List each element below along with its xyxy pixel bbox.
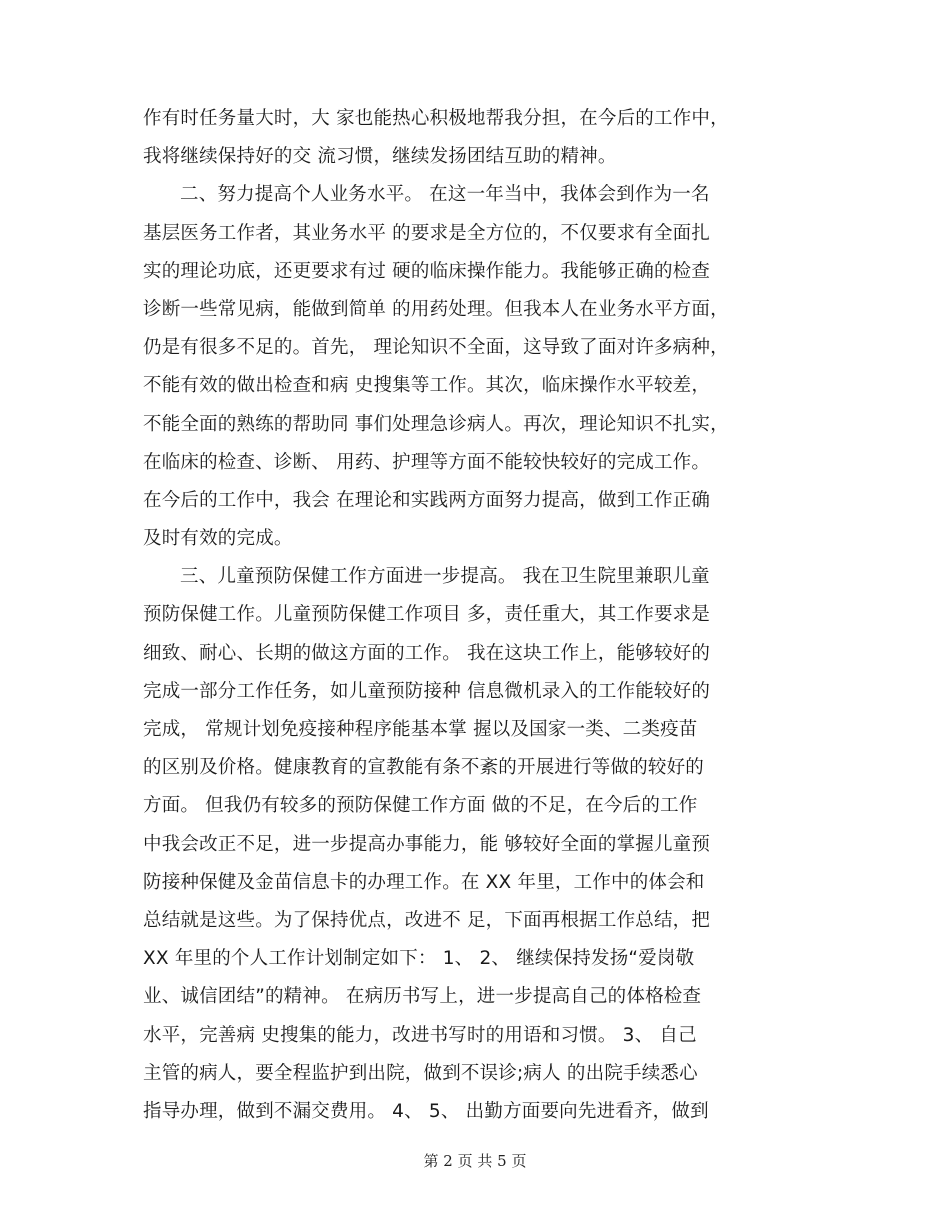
paragraph-line: XX 年里的个人工作计划制定如下： 1、 2、 继续保持发扬“爱岗敬 [143, 948, 695, 970]
paragraph-line: 细致、耐心、长期的做这方面的工作。 我在这块工作上，能够较好的 [143, 642, 711, 664]
paragraph-line: 在今后的工作中，我会 在理论和实践两方面努力提高，做到工作正确 [143, 489, 711, 511]
paragraph-line: 完成， 常规计划免疫接种程序能基本掌 握以及国家一类、二类疫苗 [143, 719, 698, 740]
paragraph-line: 不能有效的做出检查和病 史搜集等工作。其次，临床操作水平较差， [143, 375, 711, 397]
paragraph-line: 方面。 但我仍有较多的预防保健工作方面 做的不足，在今后的工作 [143, 795, 698, 817]
paragraph-line: 我将继续保持好的交 流习惯，继续发扬团结互助的精神。 [143, 146, 617, 168]
paragraph-line: 三、儿童预防保健工作方面进一步提高。 我在卫生院里兼职儿童 [180, 566, 710, 588]
page-number-footer: 第 2 页 共 5 页 [423, 1152, 527, 1170]
paragraph-line: 业、诚信团结”的精神。 在病历书写上，进一步提高自己的体格检查 [143, 986, 702, 1008]
document-body [143, 100, 813, 1131]
paragraph-line: 作有时任务量大时，大 家也能热心积极地帮我分担，在今后的工作中， [143, 108, 729, 129]
paragraph-line: 主管的病人，要全程监护到出院，做到不误诊;病人 的出院手续悉心 [143, 1062, 698, 1084]
paragraph-line: 中我会改正不足，进一步提高办事能力，能 够较好全面的掌握儿童预 [143, 833, 711, 855]
paragraph-line: 实的理论功底，还更要求有过 硬的临床操作能力。我能够正确的检查 [143, 260, 711, 282]
paragraph-line: 基层医务工作者，其业务水平 的要求是全方位的，不仅要求有全面扎 [143, 222, 711, 244]
paragraph-line: 仍是有很多不足的。首先， 理论知识不全面，这导致了面对许多病种， [143, 337, 729, 359]
paragraph-line: 的区别及价格。健康教育的宣教能有条不紊的开展进行等做的较好的 [143, 757, 705, 779]
paragraph-line: 指导办理，做到不漏交费用。 4、 5、 出勤方面要向先进看齐，做到 [143, 1100, 709, 1122]
paragraph-line: 在临床的检查、诊断、 用药、护理等方面不能较快较好的完成工作。 [143, 451, 711, 473]
paragraph-line: 诊断一些常见病，能做到简单 的用药处理。但我本人在业务水平方面， [143, 298, 729, 320]
paragraph-line: 防接种保健及金苗信息卡的办理工作。在 XX 年里，工作中的体会和 [143, 871, 705, 893]
paragraph-line: 总结就是这些。为了保持优点，改进不 足，下面再根据工作总结，把 [143, 909, 711, 931]
paragraph-line: 预防保健工作。儿童预防保健工作项目 多，责任重大，其工作要求是 [143, 604, 711, 626]
paragraph-line: 完成一部分工作任务，如儿童预防接种 信息微机录入的工作能较好的 [143, 680, 711, 702]
paragraph-line: 二、努力提高个人业务水平。 在这一年当中，我体会到作为一名 [180, 184, 710, 206]
paragraph-line: 水平，完善病 史搜集的能力，改进书写时的用语和习惯。 3、 自己 [143, 1024, 697, 1046]
paragraph-line: 不能全面的熟练的帮助同 事们处理急诊病人。再次，理论知识不扎实， [143, 413, 729, 435]
paragraph-line: 及时有效的完成。 [143, 528, 293, 550]
